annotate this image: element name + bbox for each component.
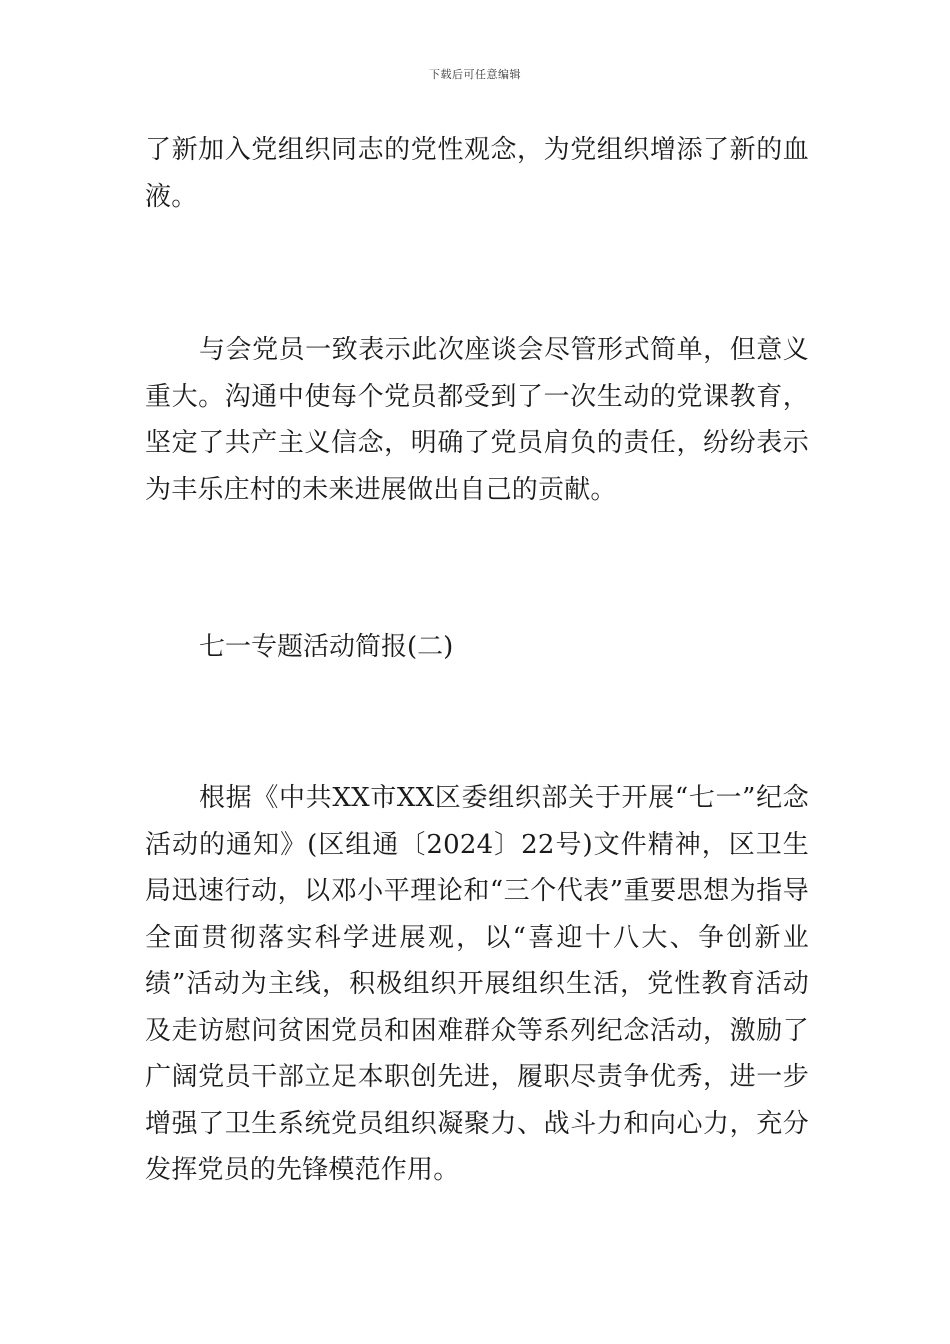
page-header-note: 下载后可任意编辑 (429, 68, 521, 81)
paragraph-1: 了新加入党组织同志的党性观念，为党组织增添了新的血液。 (145, 135, 809, 212)
section-heading: 七一专题活动简报(二) (199, 632, 454, 662)
paragraph-2: 与会党员一致表示此次座谈会尽管形式简单，但意义重大。沟通中使每个党员都受到了一次生动的党课教育，坚定了共产主义信念，明确了党员肩负的责任，纷纷表示为丰乐庄村的未来进展做出自己的贡献。 (145, 335, 809, 505)
paragraph-3: 根据《中共XX市XX区委组织部关于开展“七一”纪念活动的通知》(区组通〔2024〕22号)文件精神，区卫生局迅速行动，以邓小平理论和“三个代表”重要思想为指导全面贯彻落实科学进展观，以“喜迎十八大、争创新业绩”活动为主线，积极组织开展组织生活，党性教育活动及走访慰问贫困党员和困难群众等系列纪念活动，激励了广阔党员干部立足本职创先进，履职尽责争优秀，进一步增强了卫生系统党员组织凝聚力、战斗力和向心力，充分发挥党员的先锋模范作用。 (145, 783, 809, 1185)
